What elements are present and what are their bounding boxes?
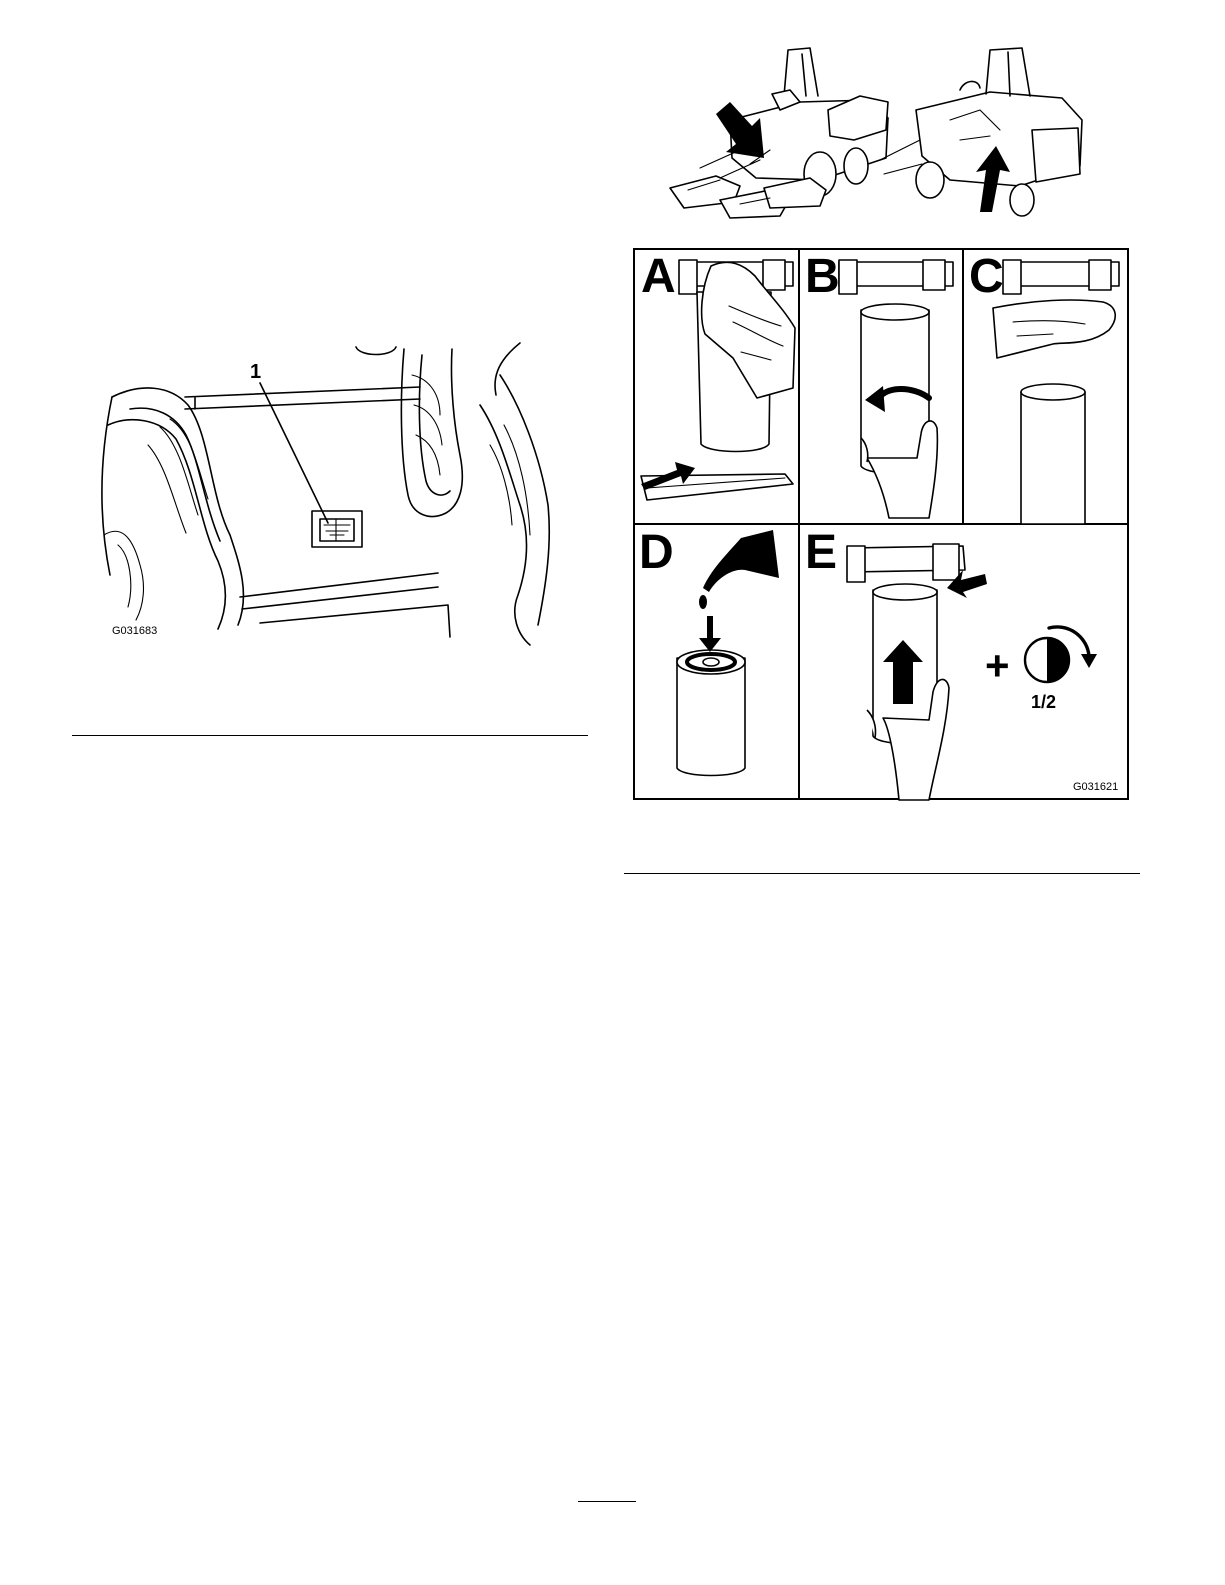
callout-number: 1 [250,361,262,383]
mower-illustrations [660,40,1100,220]
page-number-rule [578,1501,636,1502]
filter-steps-figure [633,248,1129,800]
panel-letter-d: D [639,526,674,579]
left-figure [100,335,560,655]
figure-code: G031621 [1073,781,1119,793]
panel-letter-e: E [805,526,838,579]
half-turn-label: 1/2 [1031,692,1057,712]
machine-underside-illustration [100,335,560,655]
panel-c-art [993,260,1119,524]
mower-front-view [670,48,888,218]
location-arrow-down [716,102,764,158]
plus-symbol: + [985,642,1010,689]
panel-letter-b: B [805,250,840,303]
mower-rear-view [880,48,1082,216]
figure-code: G031683 [112,625,158,637]
half-turn-icon [1025,627,1097,682]
section-divider [72,735,588,736]
steps-frame [633,248,1129,800]
section-divider [624,873,1140,874]
panel-letter-a: A [641,250,676,303]
panel-d-art [677,530,779,776]
panel-letter-c: C [969,250,1004,303]
panel-d-arrow [699,616,721,652]
mower-overview [660,40,1100,220]
